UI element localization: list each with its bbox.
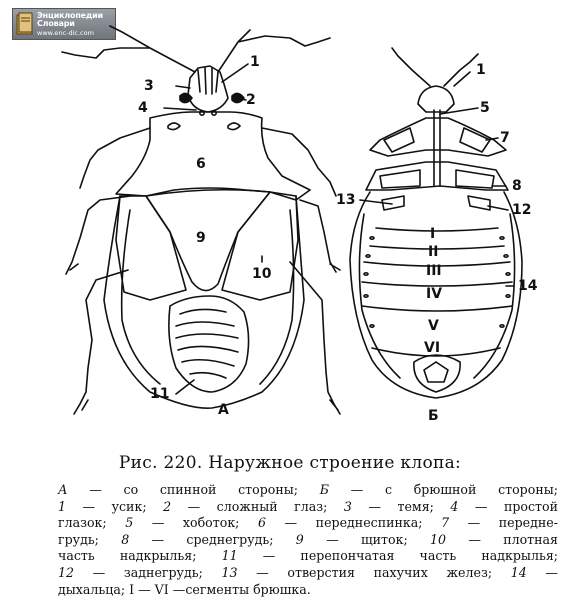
caption-segment: 3 xyxy=(343,498,352,514)
membrane xyxy=(169,296,249,392)
pronotum xyxy=(116,112,310,200)
caption-line xyxy=(58,499,558,516)
caption-segment: — плотная xyxy=(446,531,558,547)
view-b-label: Б xyxy=(428,408,439,424)
leg-mid-right xyxy=(300,200,340,272)
callout-b-13: 13 xyxy=(336,192,356,208)
segment-label-3: III xyxy=(426,263,442,279)
segment-label-4: IV xyxy=(426,286,443,302)
callout-a-11: 11 xyxy=(150,386,170,402)
caption-line xyxy=(58,565,558,582)
caption-segment: — простой xyxy=(458,498,558,514)
caption-segment: 13 xyxy=(221,564,238,580)
caption-segment: — переднеспинка; xyxy=(266,515,442,531)
caption-body xyxy=(58,482,558,598)
segment-label-1: I xyxy=(430,226,436,242)
rostrum xyxy=(434,110,440,186)
caption-line-text xyxy=(58,532,558,549)
leg-mid-left xyxy=(66,196,130,274)
callout-a-1: 1 xyxy=(250,54,260,70)
caption-segment: 5 xyxy=(125,515,134,531)
segment-line-1 xyxy=(376,228,498,231)
caption-line-text xyxy=(58,515,558,532)
caption-segment: 6 xyxy=(257,515,266,531)
antenna-right xyxy=(218,30,330,72)
caption-segment: —сегменты брюшка. xyxy=(168,581,311,597)
genital-plate xyxy=(414,355,460,392)
callout-b-8: 8 xyxy=(512,178,522,194)
caption-segment: — заднегрудь; xyxy=(74,564,222,580)
callout-b-7: 7 xyxy=(500,130,510,146)
ocellus-spot-right xyxy=(228,123,240,130)
caption-segment: 1 xyxy=(58,498,67,514)
callout-a-10: 10 xyxy=(252,266,272,282)
body-outline xyxy=(104,196,304,408)
callout-a-6: 6 xyxy=(196,156,206,172)
callout-b-5: 5 xyxy=(480,100,490,116)
antenna-left xyxy=(62,26,195,72)
logo-title-line2: Словари xyxy=(37,18,75,28)
caption-line-text xyxy=(58,548,558,565)
caption-segment: 11 xyxy=(221,548,238,564)
caption-title: Рис. 220. Наружное строение клопа: xyxy=(118,453,462,473)
caption-segment: А xyxy=(58,482,68,497)
caption-line xyxy=(58,548,558,565)
caption-segment: — передне- xyxy=(449,515,558,531)
caption-line-text xyxy=(58,582,311,599)
head xyxy=(188,66,228,112)
callout-a-2: 2 xyxy=(246,92,256,108)
ocellus-spot-left xyxy=(168,123,180,130)
caption-segment: дыхальца; xyxy=(58,581,130,597)
callout-a-9: 9 xyxy=(196,230,206,246)
caption-line-text xyxy=(58,565,558,582)
caption-segment: — усик; xyxy=(66,498,164,514)
mesothorax-b xyxy=(366,162,508,190)
caption-segment: 9 xyxy=(295,531,304,547)
caption-segment: 10 xyxy=(430,531,447,547)
caption-segment: — щиток; xyxy=(303,531,431,547)
antenna-b-right xyxy=(444,54,478,86)
caption-segment: 7 xyxy=(441,515,450,531)
caption-segment: — среднегрудь; xyxy=(129,531,296,547)
caption-segment: 14 xyxy=(510,564,527,580)
segment-label-5: V xyxy=(428,318,439,334)
dorsal-view xyxy=(62,26,340,414)
leg-front-right xyxy=(262,128,336,196)
logo-url: www.enc-dic.com xyxy=(37,28,94,37)
caption-segment: — xyxy=(526,564,558,580)
caption-line-text xyxy=(58,499,558,516)
logo-title-line1: Энциклопедии xyxy=(37,10,103,20)
hemelytron-right xyxy=(222,192,298,300)
caption-segment: часть надкрылья; xyxy=(58,548,222,564)
caption-segment: — со спинной стороны; xyxy=(67,482,320,497)
view-a-label: А xyxy=(218,402,229,418)
caption-segment: — хоботок; xyxy=(133,515,258,531)
caption-line xyxy=(58,515,558,532)
caption-line xyxy=(58,532,558,549)
caption-segment: грудь; xyxy=(58,531,122,547)
callout-b-1: 1 xyxy=(476,62,486,78)
leg-front-left xyxy=(80,128,150,188)
caption-segment: — с брюшной стороны; xyxy=(329,482,558,497)
caption-segment: 12 xyxy=(58,564,75,580)
caption-segment: 8 xyxy=(121,531,130,547)
caption-segment: — отверстия пахучих желез; xyxy=(237,564,511,580)
caption-segment: — сложный глаз; xyxy=(171,498,344,514)
callout-b-14: 14 xyxy=(518,278,538,294)
caption-segment: I — VI xyxy=(129,581,169,597)
hemelytron-left xyxy=(116,196,186,300)
caption-line xyxy=(58,582,558,599)
callout-a-3: 3 xyxy=(144,78,154,94)
head-b xyxy=(418,86,454,112)
segment-line-5 xyxy=(362,306,512,311)
caption-segment: — перепончатая часть надкрылья; xyxy=(237,548,559,564)
segment-label-6: VI xyxy=(424,340,441,356)
caption-line xyxy=(58,482,558,499)
caption-segment: глазок; xyxy=(58,515,126,531)
caption-segment: 2 xyxy=(163,498,172,514)
callout-a-4: 4 xyxy=(138,100,148,116)
leg-hind-left xyxy=(74,270,128,414)
caption-segment: 4 xyxy=(450,498,459,514)
antenna-b-left xyxy=(392,48,430,86)
segment-label-2: II xyxy=(428,244,439,260)
caption-segment: Б xyxy=(319,482,329,497)
caption-segment: — темя; xyxy=(351,498,451,514)
leg-hind-right xyxy=(290,262,340,414)
callout-b-12: 12 xyxy=(512,202,532,218)
caption-line-text xyxy=(58,482,558,499)
